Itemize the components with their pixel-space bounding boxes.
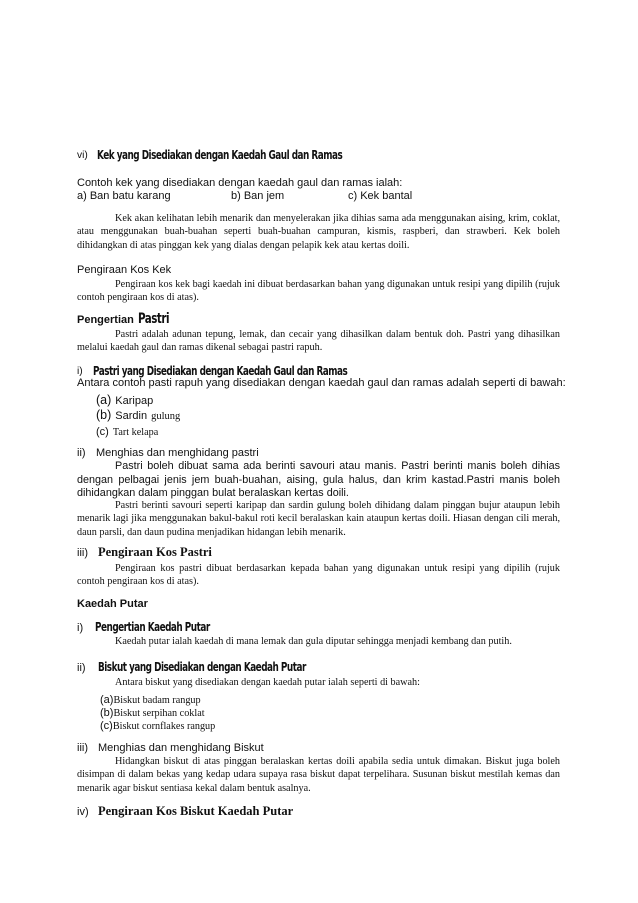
paragraph-pastri: Pastri adalah adunan tepung, lemak, dan cecair yang dihasilkan dalam bentuk doh. Pastri yang dihasilkan melalui kaedah gaul dan ramas dikenal sebagai pastri rapuh. — [77, 329, 560, 354]
intro-text: Contoh kek yang disediakan dengan kaedah gaul dan ramas ialah: — [77, 177, 403, 189]
paragraph-pastri-savouri: Pastri berinti savouri seperti karipap dan sardin gulung boleh dihidang dalam pinggan bujur ataupun lebih menarik lagi jika menggunakan bakul-bakul roti kecil beralaskan kain ataupun kertas doili. Hiasan dengan cili merah, daun parsli, dan daun pudina menjadikan hidangan lebih menarik. — [77, 500, 560, 538]
section-number: ii) — [77, 447, 86, 459]
paragraph-biskut-hias: Hidangkan biskut di atas pinggan beralaskan kertas doili apabila sedia untuk dimakan. Biskut juga boleh disimpan di dalam bekas yang kedap udara supaya rasa biskut dapat terpelihara. Susunan biskut mestilah kemas dan menarik agar biskut sentiasa kekal dalam bentuk asalnya. — [77, 756, 560, 794]
section-number: i) — [77, 366, 83, 377]
paragraph-kos-kek: Pengiraan kos kek bagi kaedah ini dibuat berdasarkan bahan yang digunakan untuk resipi yang dipilih (rujuk contoh pengiraan kos di atas). — [77, 279, 560, 304]
list-item: (c)Biskut cornflakes rangup — [100, 720, 216, 732]
list-item: (a)Biskut badam rangup — [100, 694, 201, 706]
list-item: (b) Sardin gulung — [96, 408, 181, 422]
option-b: b) Ban jem — [231, 190, 285, 202]
option-a: a) Ban batu karang — [77, 190, 171, 202]
section-heading: Pengiraan Kos Biskut Kaedah Putar — [98, 804, 294, 818]
intro-text: Antara biskut yang disediakan dengan kaedah putar ialah seperti di bawah: — [115, 677, 420, 688]
section-number: iii) — [77, 742, 88, 754]
subheading-pengertian-pastri: Pengertian Pastri — [77, 311, 169, 327]
paragraph-kek-hias: Kek akan kelihatan lebih menarik dan menyelerakan jika dihias sama ada menggunakan aising, krim, coklat, atau menggunakan buah-buahan seperti buah-buahan campuran, kismis, raspberi, dan strawberi. Kek boleh dihidangkan di atas pinggan kek yang dialas dengan pelapik kek atau kertas doili. — [77, 213, 560, 251]
list-item: (a) Karipap — [96, 393, 154, 407]
section-heading: Pastri yang Disediakan dengan Kaedah Gaul dan Ramas — [93, 364, 348, 378]
section-number: iii) — [77, 547, 88, 559]
subheading-kos-kek: Pengiraan Kos Kek — [77, 264, 172, 276]
paragraph-kaedah-putar: Kaedah putar ialah kaedah di mana lemak dan gula diputar sehingga menjadi kembang dan putih. — [115, 636, 512, 647]
section-number: i) — [77, 622, 84, 634]
section-heading: Kek yang Disediakan dengan Kaedah Gaul dan Ramas — [97, 148, 343, 162]
list-item: (b)Biskut serpihan coklat — [100, 707, 205, 719]
section-number: iv) — [77, 806, 89, 818]
section-heading: Biskut yang Disediakan dengan Kaedah Putar — [98, 660, 306, 674]
section-heading: Pengiraan Kos Pastri — [98, 545, 212, 559]
section-heading: Menghias dan menghidang pastri — [96, 447, 259, 459]
paragraph-kos-pastri: Pengiraan kos pastri dibuat berdasarkan kepada bahan yang digunakan untuk resipi yang dipilih (rujuk contoh pengiraan kos di atas). — [77, 563, 560, 588]
section-number: ii) — [77, 662, 86, 674]
option-c: c) Kek bantal — [348, 190, 413, 202]
list-item: (c) Tart kelapa — [96, 426, 159, 438]
intro-text: Antara contoh pasti rapuh yang disediakan dengan kaedah gaul dan ramas adalah seperti di bawah: — [77, 377, 566, 389]
section-title-kaedah-putar: Kaedah Putar — [77, 598, 148, 610]
section-number: vi) — [77, 150, 88, 161]
section-heading: Menghias dan menghidang Biskut — [98, 742, 264, 754]
paragraph-pastri-hias: Pastri boleh dibuat sama ada berinti savouri atau manis. Pastri berinti manis boleh dihias dengan pelbagai jenis jem buah-buahan, aising, gula halus, dan krim kastad.Pastri manis boleh dihidangkan dalam pinggan bulat beralaskan kertas doili. — [77, 460, 560, 499]
section-heading: Pengertian Kaedah Putar — [95, 620, 210, 634]
